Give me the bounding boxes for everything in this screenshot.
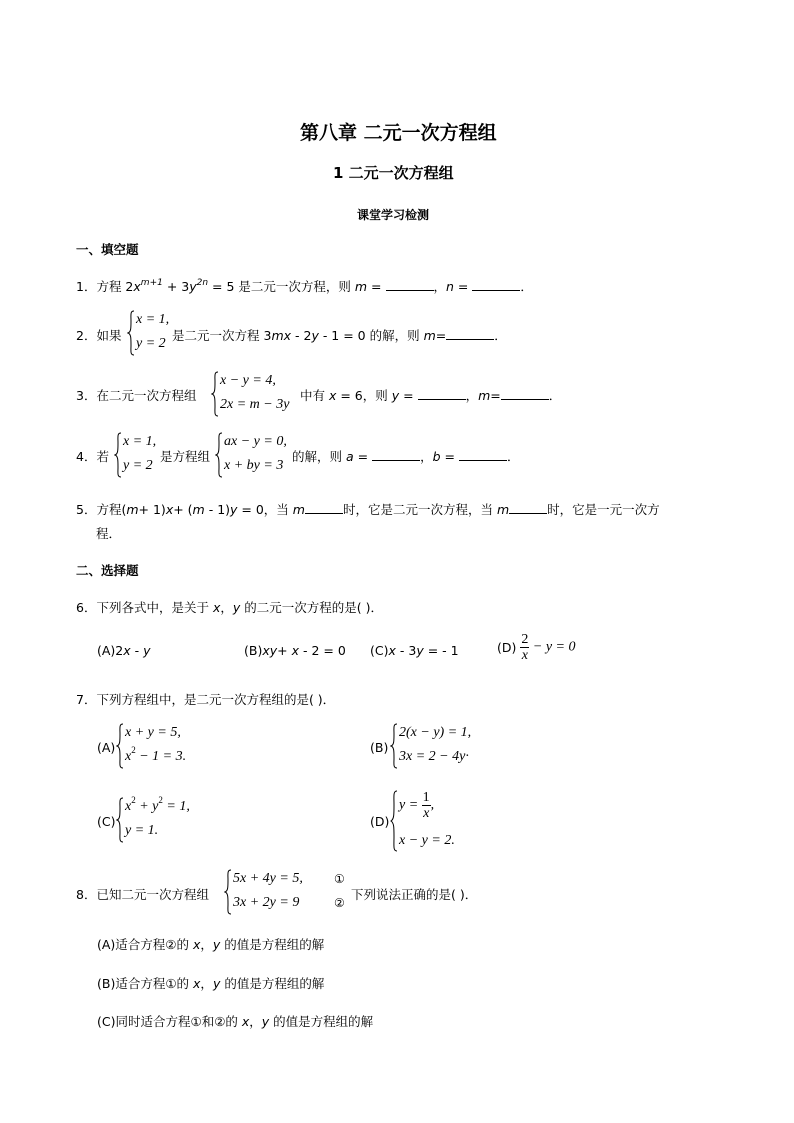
question-4-mid: 是方程组 — [160, 449, 211, 464]
option-7a-system: x + y = 5, $x^2 - 1 = 3$. — [116, 723, 206, 769]
option-7d-label[interactable]: (D) — [370, 814, 390, 829]
option-6c[interactable]: (C)x - 3y = ‑ 1 — [370, 643, 459, 658]
answer-blank-m-two-var[interactable] — [305, 501, 343, 514]
fraction: $\frac{1}{x}$ — [422, 790, 430, 821]
question-2-number: 2．如果 — [76, 328, 122, 343]
left-brace — [390, 723, 398, 769]
question-1: 1．方程 $2x^{m+1} + 3y^{2n} = 5$ 是二元一次方程，则 m = ，n = ． — [76, 277, 533, 294]
chapter-title: 第八章 二元一次方程组 — [300, 122, 497, 144]
option-7d-system: y = $\frac{1}{x}$ , x − y = 2. — [390, 790, 480, 852]
question-5: 5．方程(m+ 1)x+ (m - 1)y = 0，当 m 时，它是二元一次方程，当 m 时，它是一元一次方 — [76, 502, 660, 517]
option-8b[interactable]: (B)适合方程①的 x，y 的值是方程组的解 — [97, 976, 325, 991]
equation-system-solution: x = 1, y = 2 — [114, 432, 160, 478]
question-2: 是二元一次方程 3mx - 2y - 1 = 0 的解，则 m= ． — [172, 328, 507, 343]
answer-blank-b[interactable] — [459, 448, 507, 461]
left-brace — [114, 432, 122, 478]
option-7b-label[interactable]: (B) — [370, 740, 389, 755]
section-title: 1 二元一次方程组 — [333, 164, 454, 182]
option-7c-label[interactable]: (C) — [97, 814, 116, 829]
option-6a[interactable]: (A)2x - y — [97, 643, 151, 658]
answer-blank-n[interactable] — [472, 278, 520, 291]
question-3: 中有 x = 6，则 y = ，m= ． — [300, 388, 562, 403]
fraction: $\frac{2}{x}$ — [521, 632, 529, 663]
section-heading-fill: 一、填空题 — [76, 242, 139, 257]
equation-system: x − y = 4, 2x = m − 3y — [211, 371, 301, 417]
option-8c[interactable]: (C)同时适合方程①和②的 x，y 的值是方程组的解 — [97, 1014, 374, 1029]
option-8a[interactable]: (A)适合方程②的 x，y 的值是方程组的解 — [97, 937, 325, 952]
question-number: 1． — [76, 279, 97, 294]
option-6b[interactable]: (B)xy+ x - 2 = 0 — [244, 643, 346, 658]
question-3-number: 3．在二元一次方程组 — [76, 388, 197, 403]
subsection-title: 课堂学习检测 — [357, 208, 430, 222]
option-7a-label[interactable]: (A) — [97, 740, 116, 755]
section-heading-choice: 二、选择题 — [76, 563, 139, 578]
option-7b-system: 2(x − y) = 1, 3x = 2 − 4y· — [390, 723, 490, 769]
answer-blank-a[interactable] — [372, 448, 420, 461]
answer-blank-m[interactable] — [446, 327, 494, 340]
equation-mark-2: ② — [334, 896, 345, 910]
left-brace — [116, 723, 124, 769]
left-brace — [116, 797, 124, 843]
question-8: 下列说法正确的是( )． — [351, 887, 478, 902]
equation-system: 5x + 4y = 5, 3x + 2y = 9 — [224, 869, 314, 915]
question-4: 的解，则 a = ，b = ． — [292, 449, 520, 464]
answer-blank-m[interactable] — [501, 387, 549, 400]
left-brace — [211, 371, 219, 417]
option-7c-system: $x^2 + y^2 = 1$, y = 1. — [116, 797, 206, 843]
equation-system: ax − y = 0, x + by = 3 — [215, 432, 295, 478]
question-8-number: 8．已知二元一次方程组 — [76, 887, 209, 902]
answer-blank-m[interactable] — [386, 278, 434, 291]
question-5-line2: 程． — [96, 526, 122, 541]
question-6: 6．下列各式中，是关于 x，y 的二元一次方程的是( )． — [76, 600, 383, 615]
left-brace — [390, 790, 398, 852]
left-brace — [224, 869, 232, 915]
equation-system: x = 1, y = 2 — [127, 310, 177, 356]
answer-blank-y[interactable] — [418, 387, 466, 400]
answer-blank-m-one-var[interactable] — [509, 501, 547, 514]
equation-mark-1: ① — [334, 872, 345, 886]
question-7: 7．下列方程组中，是二元一次方程组的是( )． — [76, 692, 336, 707]
left-brace — [127, 310, 135, 356]
question-4-number: 4．若 — [76, 449, 109, 464]
left-brace — [215, 432, 223, 478]
option-6d[interactable]: (D) $\frac{2}{x}$ − y = 0 — [497, 632, 576, 663]
